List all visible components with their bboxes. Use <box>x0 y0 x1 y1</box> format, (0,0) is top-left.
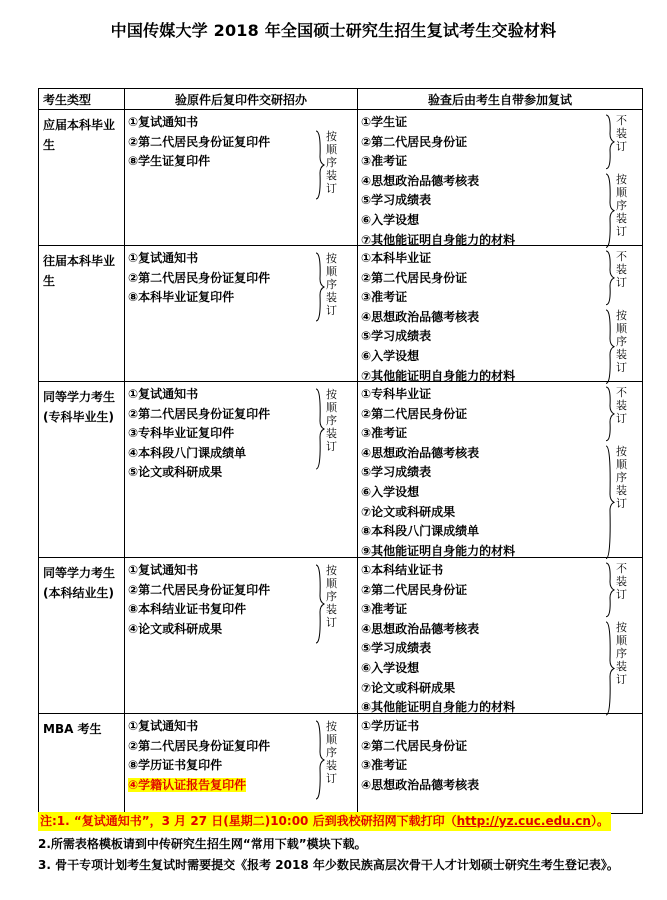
list-item <box>361 620 642 640</box>
office-item-text: ①复试通知书 <box>128 719 199 733</box>
bind-in-order-note-label: 按顺序装订 <box>326 388 337 453</box>
header-office-materials: 验原件后复印件交研招办 <box>125 89 358 110</box>
self-item-text: ①本科毕业证 <box>361 251 432 265</box>
self-item-text: ③准考证 <box>361 426 408 441</box>
office-item-text: ④学籍认证报告复印件 <box>128 777 247 792</box>
list-item <box>361 405 642 425</box>
brace-icon <box>315 564 325 644</box>
list-item <box>361 444 642 464</box>
notes <box>38 812 642 874</box>
candidate-type-cell <box>39 382 125 558</box>
bind-in-order-note <box>315 720 338 800</box>
bind-in-order-note <box>605 621 628 716</box>
brace-icon <box>605 173 615 248</box>
bind-in-order-note-label: 按顺序装订 <box>616 308 627 374</box>
list-item <box>361 191 642 211</box>
bind-in-order-note-label: 按顺序装订 <box>616 620 627 686</box>
office-item-text: ①复试通知书 <box>128 563 199 577</box>
list-item <box>361 737 642 757</box>
materials-table <box>38 88 643 814</box>
office-item-text: ⑧本科结业证书复印件 <box>128 602 247 617</box>
note-1 <box>38 812 642 831</box>
candidate-type: MBA 考生 <box>43 722 102 736</box>
self-item-text: ⑦论文或科研成果 <box>361 504 456 519</box>
no-bind-note-label: 不装订 <box>616 386 627 425</box>
list-item <box>361 600 642 620</box>
office-materials-cell <box>125 110 358 246</box>
no-bind-note-label: 不装订 <box>616 562 627 601</box>
bind-in-order-note <box>315 252 338 322</box>
self-item-text: ⑧本科段八门课成绩单 <box>361 524 480 539</box>
list-item <box>361 503 642 523</box>
office-item-text: ①复试通知书 <box>128 115 199 129</box>
self-item-text: ①学生证 <box>361 115 408 129</box>
page-title: 中国传媒大学 2018 年全国硕士研究生招生复试考生交验材料 <box>110 21 557 40</box>
self-item-text: ②第二代居民身份证 <box>361 134 468 149</box>
self-item-text: ⑥入学设想 <box>361 660 420 675</box>
candidate-type-cell <box>39 714 125 814</box>
office-item-text: ③专科毕业证复印件 <box>128 426 235 441</box>
self-item-text: ④思想政治品德考核表 <box>361 309 480 324</box>
bind-in-order-note-label: 按顺序装订 <box>326 252 337 317</box>
office-item-text: ②第二代居民身份证复印件 <box>128 270 271 285</box>
office-item-text: ⑧本科毕业证复印件 <box>128 290 235 305</box>
note-1-text: 注:1. “复试通知书”，3 月 27 日(星期二)10:00 后到我校研招网下载打印（ <box>40 814 457 828</box>
self-materials-cell <box>358 110 643 246</box>
no-bind-note <box>605 386 628 442</box>
list-item <box>361 269 642 289</box>
brace-icon <box>605 386 615 442</box>
note-2: 2.所需表格模板请到中传研究生招生网“常用下载”模块下载。 <box>38 837 367 851</box>
no-bind-note-label: 不装订 <box>616 250 627 289</box>
office-item-text: ④本科段八门课成绩单 <box>128 445 247 460</box>
bind-in-order-note <box>605 445 628 560</box>
self-item-text: ④思想政治品德考核表 <box>361 173 480 188</box>
list-item <box>361 679 642 699</box>
brace-icon <box>605 562 615 618</box>
list-item <box>361 385 642 405</box>
brace-icon <box>315 720 325 800</box>
self-item-text: ③准考证 <box>361 154 408 169</box>
self-item-text: ⑤学习成绩表 <box>361 641 432 656</box>
download-link[interactable]: http://yz.cuc.edu.cn <box>456 814 591 828</box>
table-row <box>39 246 643 382</box>
bind-in-order-note <box>315 130 338 200</box>
self-item-text: ②第二代居民身份证 <box>361 582 468 597</box>
list-item <box>361 639 642 659</box>
office-materials-cell <box>125 714 358 814</box>
bind-in-order-note-label: 按顺序装订 <box>326 564 337 629</box>
self-item-text: ④思想政治品德考核表 <box>361 445 480 460</box>
table-row <box>39 714 643 814</box>
list-item <box>361 561 642 581</box>
self-item-text: ⑦其他能证明自身能力的材料 <box>361 232 516 247</box>
self-list <box>358 714 642 795</box>
self-list <box>358 246 642 386</box>
self-item-text: ①学历证书 <box>361 719 420 733</box>
brace-icon <box>605 114 615 170</box>
list-item <box>361 581 642 601</box>
list-item <box>361 152 642 172</box>
list-item <box>361 463 642 483</box>
brace-icon <box>315 252 325 322</box>
office-materials-cell <box>125 246 358 382</box>
self-item-text: ⑥入学设想 <box>361 348 420 363</box>
note-3: 3. 骨干专项计划考生复试时需要提交《报考 2018 年少数民族高层次骨干人才计划硕士研究生考生登记表》。 <box>38 858 619 872</box>
self-item-text: ⑥入学设想 <box>361 484 420 499</box>
table-row <box>39 110 643 246</box>
office-materials-cell <box>125 558 358 714</box>
self-item-text: ③准考证 <box>361 602 408 617</box>
self-item-text: ⑦其他能证明自身能力的材料 <box>361 368 516 383</box>
self-item-text: ④思想政治品德考核表 <box>361 621 480 636</box>
bind-in-order-note-label: 按顺序装订 <box>326 720 337 785</box>
bind-in-order-note <box>605 173 628 248</box>
self-list <box>358 110 642 250</box>
self-materials-cell <box>358 382 643 558</box>
office-materials-cell <box>125 382 358 558</box>
list-item <box>361 756 642 776</box>
bind-in-order-note <box>605 309 628 384</box>
candidate-type: 应届本科毕业生 <box>43 118 116 152</box>
list-item <box>361 308 642 328</box>
self-item-text: ⑤学习成绩表 <box>361 329 432 344</box>
self-materials-cell <box>358 246 643 382</box>
note-1-suffix: ）。 <box>590 814 609 828</box>
self-item-text: ②第二代居民身份证 <box>361 738 468 753</box>
list-item <box>361 288 642 308</box>
office-item-text: ②第二代居民身份证复印件 <box>128 134 271 149</box>
self-item-text: ⑨其他能证明自身能力的材料 <box>361 543 516 558</box>
list-item <box>361 172 642 192</box>
list-item <box>361 133 642 153</box>
office-item-text: ⑧学生证复印件 <box>128 154 211 169</box>
self-list <box>358 558 642 718</box>
brace-icon <box>605 445 615 560</box>
self-list <box>358 382 642 561</box>
bind-in-order-note-label: 按顺序装订 <box>326 130 337 195</box>
self-materials-cell <box>358 714 643 814</box>
brace-icon <box>315 130 325 200</box>
self-item-text: ②第二代居民身份证 <box>361 270 468 285</box>
list-item <box>361 327 642 347</box>
self-item-text: ⑥入学设想 <box>361 212 420 227</box>
candidate-type-cell <box>39 246 125 382</box>
list-item <box>361 249 642 269</box>
no-bind-note <box>605 250 628 306</box>
office-item-text: ⑧学历证书复印件 <box>128 758 223 773</box>
office-item-text: ②第二代居民身份证复印件 <box>128 738 271 753</box>
candidate-type: 同等学力考生(本科结业生) <box>43 566 116 600</box>
brace-icon <box>605 309 615 384</box>
office-item-text: ①复试通知书 <box>128 387 199 401</box>
bind-in-order-note-label: 按顺序装订 <box>616 444 627 510</box>
header-candidate-type: 考生类型 <box>39 89 125 110</box>
self-item-text: ③准考证 <box>361 290 408 305</box>
candidate-type-cell <box>39 110 125 246</box>
office-item-text: ②第二代居民身份证复印件 <box>128 582 271 597</box>
bind-in-order-note-label: 按顺序装订 <box>616 172 627 238</box>
candidate-type: 往届本科毕业生 <box>43 254 116 288</box>
brace-icon <box>315 388 325 470</box>
self-item-text: ⑤学习成绩表 <box>361 465 432 480</box>
list-item <box>361 347 642 367</box>
bind-in-order-note <box>315 388 338 470</box>
brace-icon <box>605 250 615 306</box>
self-item-text: ⑤学习成绩表 <box>361 193 432 208</box>
no-bind-note <box>605 562 628 618</box>
self-item-text: ①专科毕业证 <box>361 387 432 401</box>
bind-in-order-note <box>315 564 338 644</box>
office-item-text: ①复试通知书 <box>128 251 199 265</box>
list-item <box>361 483 642 503</box>
office-item-text: ④论文或科研成果 <box>128 621 223 636</box>
list-item <box>361 776 642 796</box>
no-bind-note-label: 不装订 <box>616 114 627 153</box>
list-item <box>361 424 642 444</box>
self-item-text: ②第二代居民身份证 <box>361 406 468 421</box>
self-item-text: ④思想政治品德考核表 <box>361 777 480 792</box>
self-item-text: ⑧其他能证明自身能力的材料 <box>361 700 516 715</box>
candidate-type: 同等学力考生(专科毕业生) <box>43 390 116 424</box>
list-item <box>361 211 642 231</box>
candidate-type-cell <box>39 558 125 714</box>
self-item-text: ①本科结业证书 <box>361 563 444 577</box>
list-item <box>361 113 642 133</box>
office-item-text: ⑤论文或科研成果 <box>128 465 223 480</box>
table-row <box>39 382 643 558</box>
table-row <box>39 558 643 714</box>
brace-icon <box>605 621 615 716</box>
list-item <box>361 522 642 542</box>
header-self-materials: 验查后由考生自带参加复试 <box>358 89 643 110</box>
list-item <box>361 659 642 679</box>
no-bind-note <box>605 114 628 170</box>
office-item-text: ②第二代居民身份证复印件 <box>128 406 271 421</box>
self-item-text: ③准考证 <box>361 758 408 773</box>
self-materials-cell <box>358 558 643 714</box>
list-item <box>361 717 642 737</box>
table-header-row <box>39 89 643 110</box>
self-item-text: ⑦论文或科研成果 <box>361 680 456 695</box>
